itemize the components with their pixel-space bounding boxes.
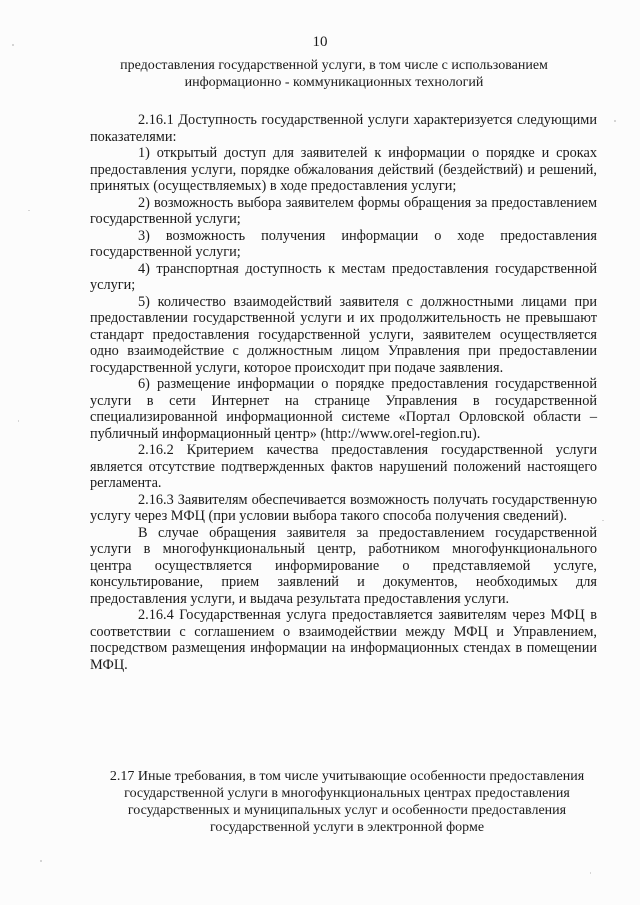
paragraph-2-16-4: 2.16.4 Государственная услуга предоставляется заявителям через МФЦ в соответствии с соглашением о взаимодействии между МФЦ и Управлением, посредством размещения информации на информационных стендах в помещении МФЦ. (90, 607, 597, 673)
paragraph-2-16-2: 2.16.2 Критерием качества предоставления государственной услуги является отсутствие подтвержденных фактов нарушений положений настоящего регламента. (90, 442, 597, 491)
scan-speck (12, 44, 14, 46)
list-item-3: 3) возможность получения информации о ходе предоставления государственной услуги; (90, 227, 597, 260)
page-number: 10 (312, 34, 328, 50)
paragraph-mfc: В случае обращения заявителя за предоставлением государственной услуги в многофункциональный центр, работником многофункционального центра осуществляется информирование о представляемой услуге, консультирование, прием заявлений и документов, необходимых для предоставления услуги, и выдача результата предоставления услуги. (90, 524, 597, 607)
scan-speck (40, 860, 42, 862)
paragraph-2-16-3: 2.16.3 Заявителям обеспечивается возможность получать государственную услугу через МФЦ (при условии выбора такого способа получения сведений). (90, 491, 597, 524)
document-body (90, 112, 597, 673)
list-item-4: 4) транспортная доступность к местам предоставления государственной услуги; (90, 260, 597, 293)
scan-speck (18, 420, 19, 422)
scan-speck (590, 872, 591, 874)
section-heading-top: предоставления государственной услуги, в том числе с использованием информационно - коммуникационных технологий (120, 58, 548, 90)
list-item-1: 1) открытый доступ для заявителей к информации о порядке и сроках предоставления услуги, порядке обжалования действий (бездействий) и решений, принятых (осуществляемых) в ходе предоставления услуги; (90, 145, 597, 194)
section-heading-2-17: 2.17 Иные требования, в том числе учитывающие особенности предоставления государственной услуги в многофункциональных центрах предоставления государственных и муниципальных услуг и особенности предоставления государственной услуги в электронной форме (109, 769, 585, 835)
scan-speck (614, 120, 616, 122)
list-item-6: 6) размещение информации о порядке предоставления государственной услуги в сети Интернет на странице Управления в государственной специализированной информационной системе «Портал Орловской области – публичный информационный центр» (http://www.orel-region.ru). (90, 376, 597, 442)
list-item-5: 5) количество взаимодействий заявителя с должностными лицами при предоставлении государственной услуги и их продолжительность не превышают стандарт предоставления государственной услуги, заявителем осуществляется одно взаимодействие с должностным лицом Управления при предоставлении государственной услуги, которое происходит при подаче заявления. (90, 293, 597, 376)
scan-speck (28, 210, 30, 211)
paragraph-2-16-1: 2.16.1 Доступность государственной услуги характеризуется следующими показателями: (90, 112, 597, 145)
scan-speck (602, 520, 604, 521)
list-item-2: 2) возможность выбора заявителем формы обращения за предоставлением государственной услуги; (90, 194, 597, 227)
